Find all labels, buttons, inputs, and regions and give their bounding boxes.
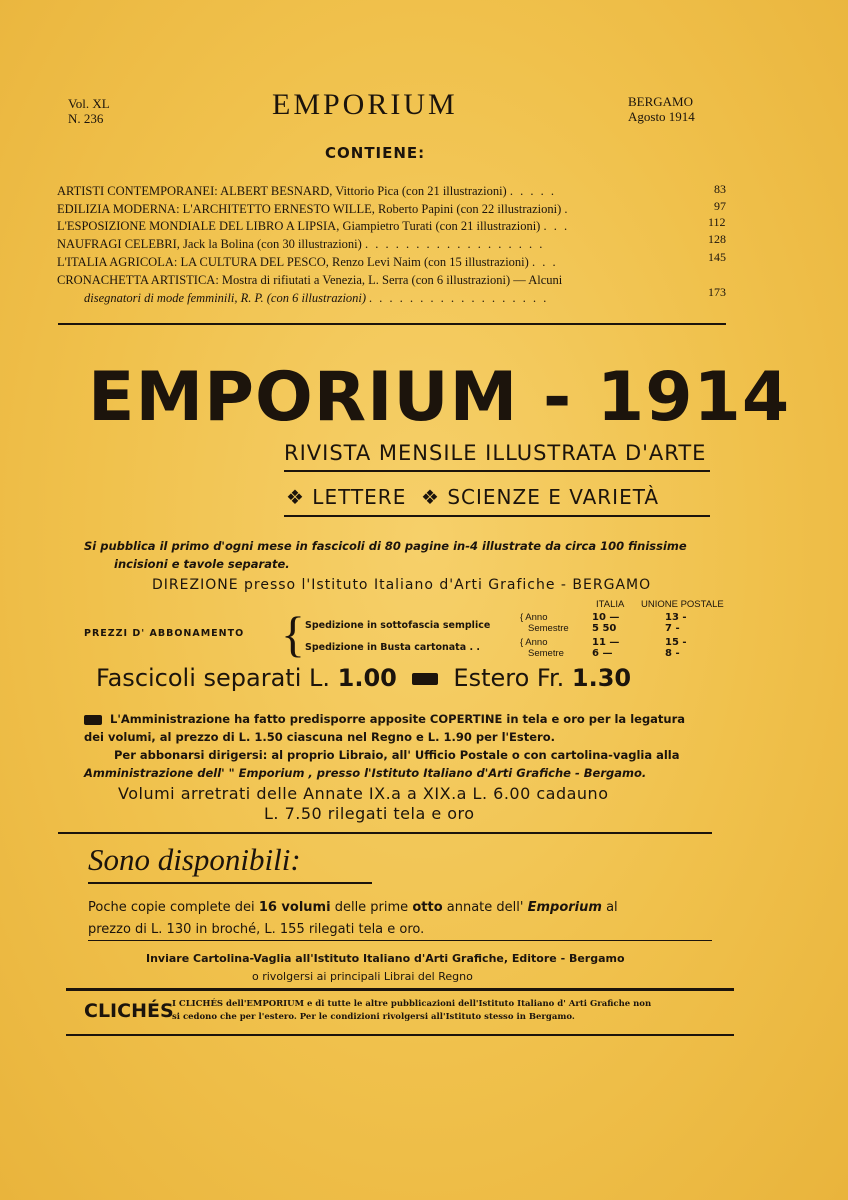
brace: { [281, 606, 305, 662]
ad-title: EMPORIUM - 1914 [88, 358, 791, 437]
toc-entry: ARTISTI CONTEMPORANEI: ALBERT BESNARD, Vittorio Pica (con 21 illustrazioni) . . . . . [57, 184, 556, 198]
row-label: Spedizione in Busta cartonata . . [305, 642, 480, 653]
divider [88, 882, 372, 884]
inviare-note: Inviare Cartolina-Vaglia all'Istituto Italiano d'Arti Grafiche, Editore - Bergamo o rivolgersi ai principali Librai del Regno [146, 952, 625, 983]
ad-subtitle: RIVISTA MENSILE ILLUSTRATA D'ARTE [284, 441, 707, 465]
divider [284, 470, 710, 472]
prezzi-label: PREZZI D' ABBONAMENTO [84, 628, 245, 639]
col-header-unione: UNIONE POSTALE [641, 599, 724, 610]
period-labels: { Anno Semetre [520, 637, 564, 659]
direzione: DIREZIONE presso l'Istituto Italiano d'Arti Grafiche - BERGAMO [152, 577, 652, 593]
toc-entry: disegnatori di mode femminili, R. P. (con 6 illustrazioni) . . . . . . . . . . . . . . . . . . [84, 291, 549, 305]
toc-page: 97 [714, 199, 726, 213]
volume-number: Vol. XL [68, 96, 110, 111]
volume-info [68, 96, 110, 126]
ornament-icon: ❖ [421, 485, 440, 509]
divider [284, 515, 710, 517]
price-unione: 15 - 8 - [665, 637, 687, 659]
issue-number: N. 236 [68, 111, 104, 126]
cliches-text: I CLICHÉS dell'EMPORIUM e di tutte le altre pubblicazioni dell'Istituto Italiano d' Arti Grafiche non si cedono che per l'estero. Per le condizioni rivolgersi all'Istituto stesso in Bergamo. [172, 999, 652, 1022]
divider [58, 323, 726, 325]
divider [58, 832, 712, 834]
abbonarsi-note: Per abbonarsi dirigersi: al proprio Libraio, all' Ufficio Postale o con cartolina-vaglia alla Amministrazione dell' " Emporium , presso l'Istituto Italiano d'Arti Grafiche - Bergamo. [84, 748, 680, 780]
toc-page: 145 [708, 250, 726, 264]
col-header-italia: ITALIA [596, 599, 625, 610]
ornament-icon: ❖ [286, 485, 305, 509]
divider [66, 988, 734, 991]
price-italia: 10 — 5 50 [592, 612, 620, 634]
contents-label: CONTIENE: [325, 144, 426, 162]
hand-icon [412, 673, 438, 685]
toc-page: 83 [714, 182, 726, 196]
toc-entry: CRONACHETTA ARTISTICA: Mostra di rifiutati a Venezia, L. Serra (con 6 illustrazioni) — Alcuni [57, 273, 563, 287]
disponibili-text: Poche copie complete dei 16 volumi delle prime otto annate dell' Emporium al prezzo di L. 130 in broché, L. 155 rilegati tela e oro. [88, 900, 618, 937]
price-italia: 11 — 6 — [592, 637, 620, 659]
pointing-hand-icon [84, 715, 102, 725]
disponibili-title: Sono disponibili: [88, 842, 301, 877]
toc-page: 173 [708, 285, 726, 299]
divider [88, 940, 712, 941]
city: BERGAMO [628, 94, 694, 109]
place-date [628, 94, 695, 124]
divider [66, 1034, 734, 1036]
fascicoli-prices: Fascicoli separati L. 1.00 Estero Fr. 1.30 [96, 664, 632, 692]
price-unione: 13 - 7 - [665, 612, 687, 634]
period-labels: { Anno Semestre [520, 612, 569, 634]
toc-entry: L'ESPOSIZIONE MONDIALE DEL LIBRO A LIPSIA, Giampietro Turati (con 21 illustrazioni) . . . [57, 219, 570, 233]
issue-date: Agosto 1914 [628, 109, 695, 124]
arretrati-rilegati: L. 7.50 rilegati tela e oro [264, 804, 475, 823]
copertine-note: L'Amministrazione ha fatto predisporre apposite COPERTINE in tela e oro per la legatura dei volumi, al prezzo di L. 1.50 ciascuna nel Regno e L. 1.90 per l'Estero. [84, 712, 686, 744]
row-label: Spedizione in sottofascia semplice [305, 620, 491, 631]
cliches-label: CLICHÉS [84, 1000, 174, 1022]
toc-page: 128 [708, 232, 726, 246]
publication-info: Si pubblica il primo d'ogni mese in fascicoli di 80 pagine in-4 illustrate da circa 100 finissime incisioni e tavole separate. [84, 539, 687, 571]
toc-entry: EDILIZIA MODERNA: L'ARCHITETTO ERNESTO WILLE, Roberto Papini (con 22 illustrazioni) . [57, 202, 570, 216]
masthead-title: EMPORIUM [272, 88, 458, 121]
toc-entry: NAUFRAGI CELEBRI, Jack la Bolina (con 30 illustrazioni) . . . . . . . . . . . . . . . . . . [57, 237, 545, 251]
toc-entry: L'ITALIA AGRICOLA: LA CULTURA DEL PESCO, Renzo Levi Naim (con 15 illustrazioni) . . . [57, 255, 558, 269]
arretrati: Volumi arretrati delle Annate IX.a a XIX.a L. 6.00 cadauno [118, 784, 609, 803]
ad-tagline: ❖ LETTERE ❖ SCIENZE E VARIETÀ [286, 485, 660, 509]
toc-page: 112 [708, 215, 726, 229]
